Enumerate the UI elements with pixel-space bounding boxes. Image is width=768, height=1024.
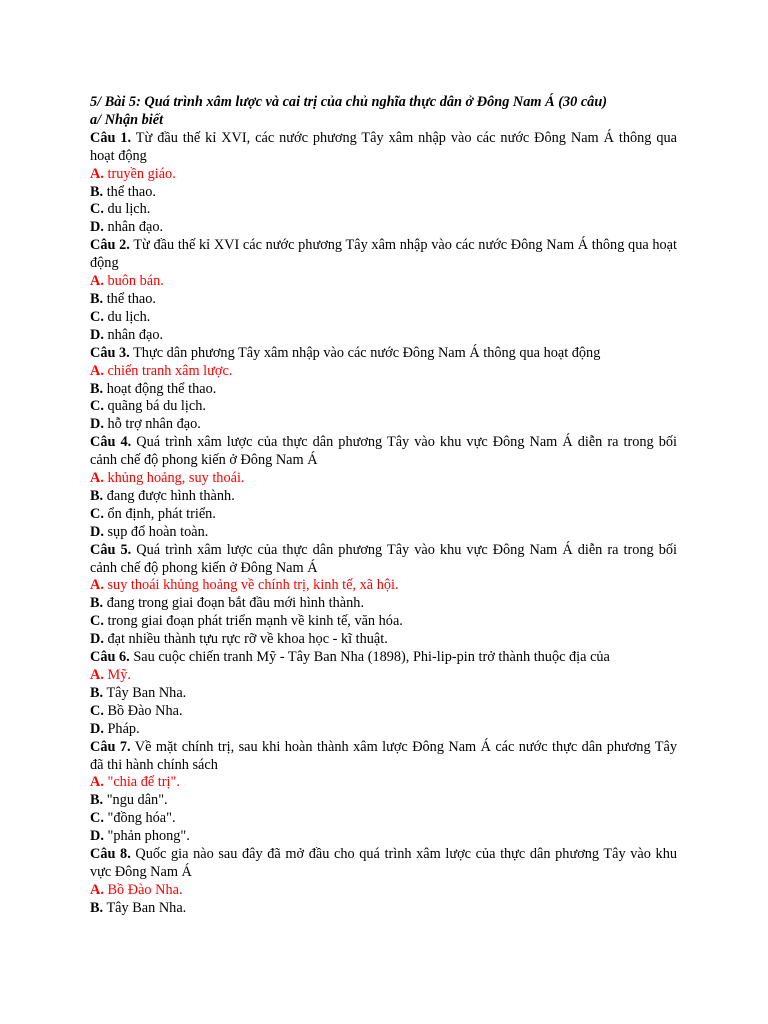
option-text: suy thoái khủng hoảng về chính trị, kinh tế, xã hội. <box>107 577 399 594</box>
question-3 <box>90 345 677 435</box>
answer-option <box>90 703 677 721</box>
option-label: C. <box>90 308 104 325</box>
option-text: nhân đạo. <box>107 326 164 343</box>
option-label: C. <box>90 398 104 415</box>
option-label: D. <box>90 828 104 845</box>
option-text: Tây Ban Nha. <box>106 899 187 916</box>
answer-option <box>90 524 677 542</box>
option-text: Bồ Đào Nha. <box>107 702 183 719</box>
question-label: Câu 2. <box>90 237 130 254</box>
option-text: đang trong giai đoạn bắt đầu mới hình thành. <box>106 595 365 612</box>
option-label: A. <box>90 881 104 898</box>
option-label: C. <box>90 702 104 719</box>
question-text: Sau cuộc chiến tranh Mỹ - Tây Ban Nha (1898), Phi-lip-pin trở thành thuộc địa của <box>133 649 610 666</box>
option-text: "phản phong". <box>107 828 190 845</box>
question-stem <box>90 649 677 667</box>
option-text: khủng hoảng, suy thoái. <box>107 470 245 487</box>
answer-option <box>90 184 677 202</box>
option-label: A. <box>90 667 104 683</box>
option-label: C. <box>90 613 104 630</box>
option-text: buôn bán. <box>107 273 164 290</box>
option-label: B. <box>90 487 104 504</box>
question-text: Quốc gia nào sau đây đã mở đầu cho quá trình xâm lược của thực dân phương Tây vào khu vực Đông Nam Á <box>90 846 677 880</box>
option-text: "ngu dân". <box>106 792 168 809</box>
answer-option <box>90 613 677 631</box>
option-text: chiến tranh xâm lược. <box>107 362 233 379</box>
answer-option-correct <box>90 882 677 900</box>
option-label: D. <box>90 416 104 433</box>
option-label: B. <box>90 595 104 612</box>
question-text: Thực dân phương Tây xâm nhập vào các nước Đông Nam Á thông qua hoạt động <box>133 344 601 361</box>
question-text: Quá trình xâm lược của thực dân phương Tây vào khu vực Đông Nam Á diễn ra trong bối cảnh chế độ phong kiến ở Đông Nam Á <box>90 541 677 576</box>
option-label: C. <box>90 201 104 218</box>
question-6 <box>90 649 677 739</box>
answer-option-correct <box>90 273 677 291</box>
option-label: A. <box>90 470 104 487</box>
question-text: Quá trình xâm lược của thực dân phương Tây vào khu vực Đông Nam Á diễn ra trong bối cảnh chế độ phong kiến ở Đông Nam Á <box>90 434 677 469</box>
question-label: Câu 6. <box>90 649 130 666</box>
option-text: trong giai đoạn phát triển mạnh về kinh tế, văn hóa. <box>107 613 403 630</box>
option-text: "đồng hóa". <box>107 810 176 827</box>
question-text: Từ đầu thế kỉ XVI, các nước phương Tây xâm nhập vào các nước Đông Nam Á thông qua hoạt động <box>90 129 677 164</box>
answer-option <box>90 810 677 828</box>
question-text: Về mặt chính trị, sau khi hoàn thành xâm lược Đông Nam Á các nước thực dân phương Tây đã thi hành chính sách <box>90 738 677 773</box>
question-stem <box>90 434 677 470</box>
option-label: D. <box>90 523 104 540</box>
answer-option <box>90 792 677 810</box>
option-text: ổn định, phát triển. <box>107 505 216 522</box>
option-label: B. <box>90 899 104 916</box>
answer-option <box>90 631 677 649</box>
option-label: A. <box>90 362 104 379</box>
option-text: "chia để trị". <box>107 774 180 791</box>
option-label: D. <box>90 326 104 343</box>
question-label: Câu 5. <box>90 541 132 558</box>
option-text: hoạt động thể thao. <box>106 380 217 397</box>
question-label: Câu 3. <box>90 344 130 361</box>
option-label: D. <box>90 631 104 648</box>
answer-option <box>90 291 677 309</box>
question-stem <box>90 542 677 578</box>
option-text: thể thao. <box>106 183 156 200</box>
subsection-title: a/ Nhận biết <box>90 111 164 128</box>
option-text: Tây Ban Nha. <box>106 684 187 701</box>
question-text: Từ đầu thế kỉ XVI các nước phương Tây xâm nhập vào các nước Đông Nam Á thông qua hoạt động <box>90 237 677 272</box>
answer-option <box>90 327 677 345</box>
question-label: Câu 7. <box>90 738 131 755</box>
option-label: C. <box>90 810 104 827</box>
option-text: hỗ trợ nhân đạo. <box>107 416 201 433</box>
question-label: Câu 8. <box>90 846 131 863</box>
option-text: thể thao. <box>106 290 156 307</box>
option-label: A. <box>90 273 104 290</box>
answer-option <box>90 398 677 416</box>
answer-option-correct <box>90 470 677 488</box>
answer-option <box>90 828 677 846</box>
option-label: B. <box>90 183 104 200</box>
question-stem <box>90 237 677 273</box>
question-label: Câu 4. <box>90 434 132 451</box>
option-text: Pháp. <box>107 720 140 737</box>
document-body <box>90 94 677 918</box>
question-list <box>90 130 677 918</box>
answer-option-correct <box>90 774 677 792</box>
question-stem <box>90 846 677 882</box>
option-label: A. <box>90 577 104 594</box>
option-text: sụp đổ hoàn toàn. <box>107 523 209 540</box>
option-text: đạt nhiều thành tựu rực rỡ về khoa học - kĩ thuật. <box>107 631 388 648</box>
answer-option <box>90 685 677 703</box>
question-2 <box>90 237 677 344</box>
option-label: A. <box>90 165 104 182</box>
option-label: B. <box>90 380 104 397</box>
answer-option <box>90 309 677 327</box>
answer-option <box>90 721 677 739</box>
question-label: Câu 1. <box>90 129 132 146</box>
answer-option <box>90 488 677 506</box>
option-text: truyền giáo. <box>107 165 176 182</box>
question-5 <box>90 542 677 649</box>
answer-option <box>90 900 677 918</box>
option-text: nhân đạo. <box>107 219 164 236</box>
answer-option-correct <box>90 166 677 184</box>
option-label: A. <box>90 774 104 791</box>
question-8 <box>90 846 677 918</box>
answer-option <box>90 381 677 399</box>
question-7 <box>90 739 677 846</box>
option-label: B. <box>90 290 104 307</box>
answer-option-correct <box>90 667 677 685</box>
answer-option <box>90 416 677 434</box>
section-title: 5/ Bài 5: Quá trình xâm lược và cai trị của chủ nghĩa thực dân ở Đông Nam Á (30 câu) <box>90 94 608 110</box>
option-text: du lịch. <box>107 201 151 218</box>
option-label: B. <box>90 684 104 701</box>
option-text: Bồ Đào Nha. <box>107 881 183 898</box>
option-label: C. <box>90 505 104 522</box>
answer-option <box>90 219 677 237</box>
answer-option-correct <box>90 363 677 381</box>
option-text: Mỹ. <box>107 667 131 683</box>
option-label: B. <box>90 792 104 809</box>
option-text: đang được hình thành. <box>106 487 235 504</box>
answer-option-correct <box>90 577 677 595</box>
question-stem <box>90 739 677 775</box>
option-label: D. <box>90 720 104 737</box>
question-stem <box>90 345 677 363</box>
answer-option <box>90 506 677 524</box>
question-4 <box>90 434 677 541</box>
option-label: D. <box>90 219 104 236</box>
answer-option <box>90 595 677 613</box>
option-text: du lịch. <box>107 308 151 325</box>
answer-option <box>90 201 677 219</box>
option-text: quãng bá du lịch. <box>107 398 206 415</box>
question-stem <box>90 130 677 166</box>
question-1 <box>90 130 677 237</box>
